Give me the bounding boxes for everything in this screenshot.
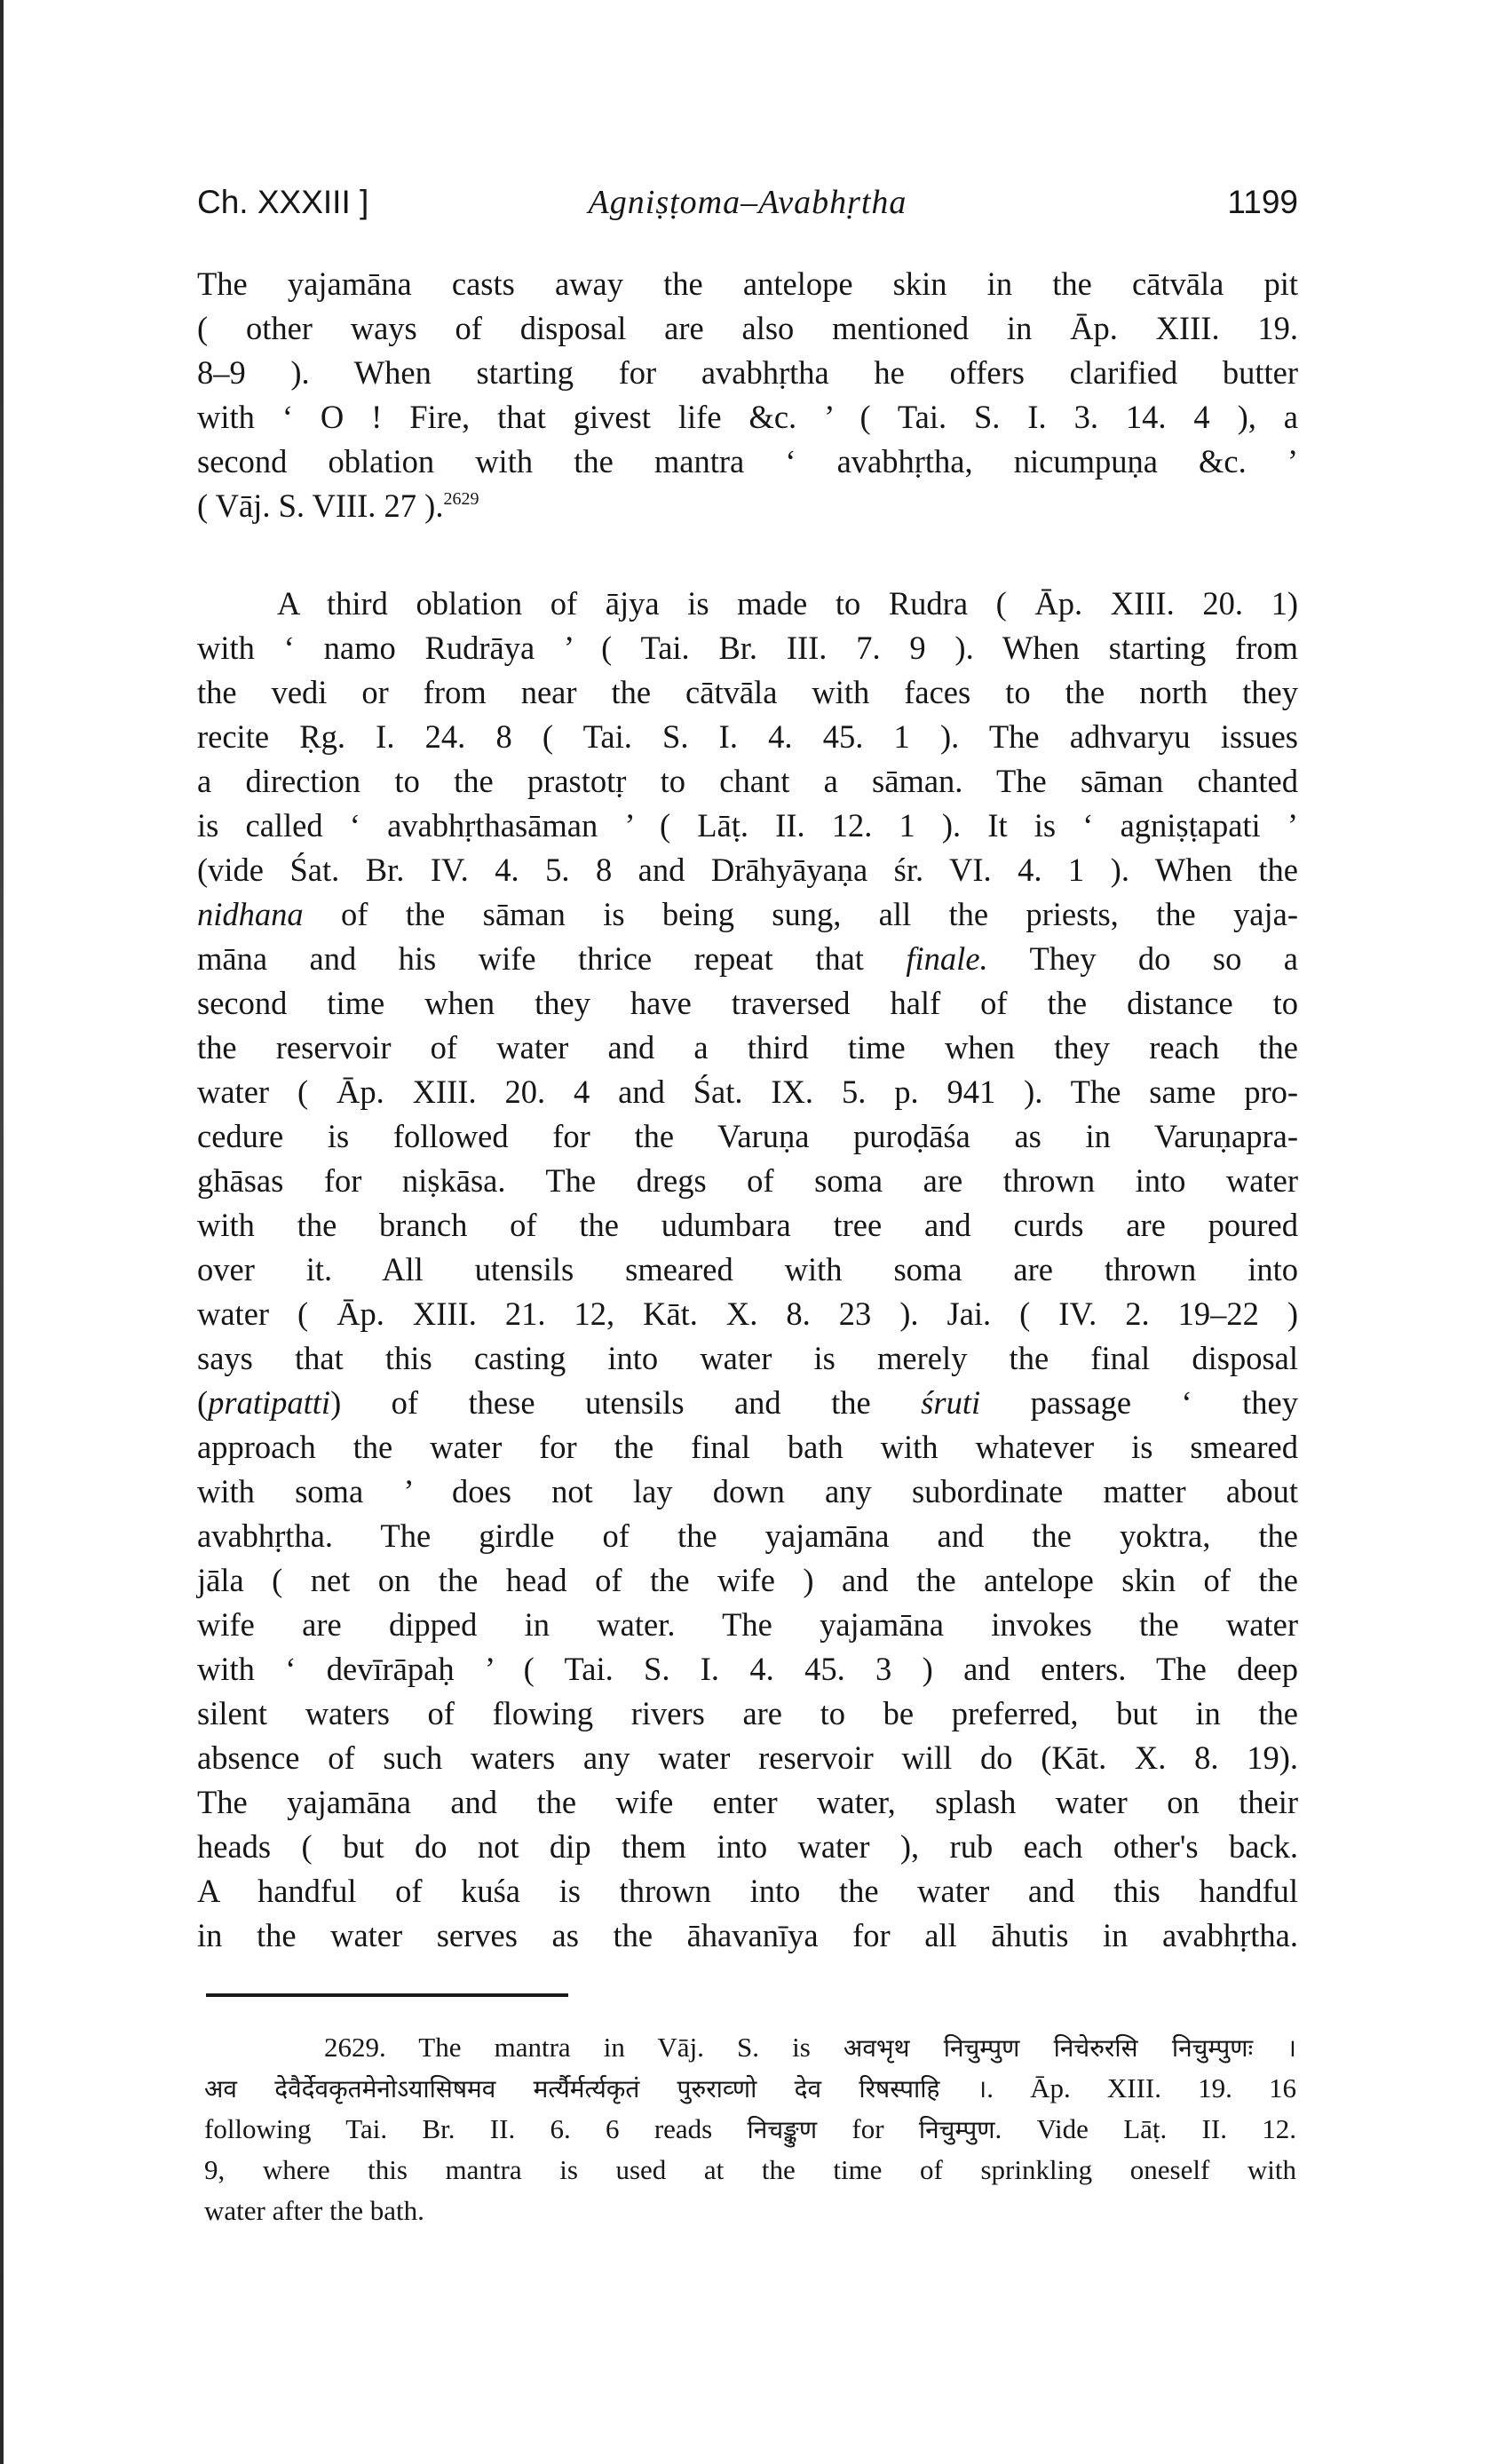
- text-line: approach the water for the final bath with whatever is smeared: [197, 1429, 1298, 1465]
- text-line: The yajamāna casts away the antelope skin in the cātvāla pit: [197, 265, 1298, 302]
- text-fragment: following Tai. Br. II. 6. 6 reads: [204, 2113, 748, 2144]
- paragraph-2: [197, 582, 1298, 1958]
- text-line: the vedi or from near the cātvāla with faces to the north they: [197, 674, 1298, 710]
- text-fragment: ( Vāj. S. VIII. 27 ).: [197, 487, 444, 524]
- text-line: water ( Āp. XIII. 20. 4 and Śat. IX. 5. p. 941 ). The same pro-: [197, 1074, 1298, 1110]
- text-fragment: for: [817, 2113, 919, 2144]
- text-fragment: māna and his wife thrice repeat that: [197, 940, 907, 977]
- text-line: with ‘ devīrāpaḥ ’ ( Tai. S. I. 4. 45. 3 ) and enters. The deep: [197, 1651, 1298, 1687]
- italic-term: finale.: [906, 940, 988, 977]
- footnote-number: 2629.: [324, 2032, 386, 2063]
- text-line: 8–9 ). When starting for avabhṛtha he offers clarified butter: [197, 354, 1298, 391]
- text-line: avabhṛtha. The girdle of the yajamāna and the yoktra, the: [197, 1517, 1298, 1554]
- devanagari-text: निचङ्कुण: [747, 2115, 818, 2144]
- footnote-divider: [206, 1993, 568, 1997]
- text-line: over it. All utensils smeared with soma are thrown into: [197, 1251, 1298, 1287]
- running-head: [197, 176, 1298, 229]
- footnote-line: [204, 2068, 1296, 2109]
- text-line: a direction to the prastotṛ to chant a sāman. The sāman chanted: [197, 763, 1298, 799]
- text-line: water ( Āp. XIII. 21. 12, Kāt. X. 8. 23 ). Jai. ( IV. 2. 19–22 ): [197, 1295, 1298, 1332]
- text-line: says that this casting into water is merely the final disposal: [197, 1340, 1298, 1376]
- text-line: jāla ( net on the head of the wife ) and the antelope skin of the: [197, 1562, 1298, 1598]
- footnote-line: [204, 2109, 1296, 2150]
- text-line: with ‘ O ! Fire, that givest life &c. ’ ( Tai. S. I. 3. 14. 4 ), a: [197, 399, 1298, 435]
- devanagari-text: निचुम्पुण: [918, 2115, 995, 2144]
- chapter-label: Ch. XXXIII ]: [197, 184, 369, 220]
- devanagari-text: अव देवैर्देवकृतमेनोऽयासिषमव मर्त्यैर्मर्त्यकृतं पुरुराव्णो देव रिषस्पाहि ।: [204, 2074, 987, 2104]
- italic-term: śruti: [921, 1384, 981, 1421]
- text-line: A third oblation of ājya is made to Rudra ( Āp. XIII. 20. 1): [277, 585, 1298, 622]
- text-line: second oblation with the mantra ‘ avabhṛtha, nicumpuṇa &c. ’: [197, 443, 1298, 479]
- text-line: [197, 892, 1298, 937]
- text-line: second time when they have traversed half of the distance to: [197, 985, 1298, 1021]
- text-line: [197, 484, 1298, 528]
- text-line: wife are dipped in water. The yajamāna invokes the water: [197, 1606, 1298, 1643]
- text-fragment: . Āp. XIII. 19. 16: [986, 2072, 1296, 2104]
- italic-term: nidhana: [197, 896, 304, 932]
- text-line: The yajamāna and the wife enter water, splash water on their: [197, 1784, 1298, 1820]
- text-line: ( other ways of disposal are also mentioned in Āp. XIII. 19.: [197, 310, 1298, 346]
- text-line: recite Ṛg. I. 24. 8 ( Tai. S. I. 4. 45. 1 ). The adhvaryu issues: [197, 718, 1298, 755]
- text-fragment: The mantra in Vāj. S. is: [385, 2032, 844, 2063]
- text-line: is called ‘ avabhṛthasāman ’ ( Lāṭ. II. 12. 1 ). It is ‘ agniṣṭapati ’: [197, 807, 1298, 844]
- paragraph-1: [197, 262, 1298, 528]
- text-line: silent waters of flowing rivers are to be preferred, but in the: [197, 1695, 1298, 1731]
- italic-term: pratipatti: [208, 1384, 331, 1421]
- text-fragment: ) of these utensils and the: [330, 1384, 922, 1421]
- page-number: 1199: [1227, 184, 1298, 220]
- footnote-2629: [204, 2027, 1296, 2231]
- text-line: [197, 1381, 1298, 1425]
- text-line: [197, 937, 1298, 981]
- text-fragment: . Vide Lāṭ. II. 12.: [994, 2113, 1296, 2144]
- text-line: with soma ’ does not lay down any subordinate matter about: [197, 1473, 1298, 1509]
- text-line: (vide Śat. Br. IV. 4. 5. 8 and Drāhyāyaṇa śr. VI. 4. 1 ). When the: [197, 852, 1298, 888]
- text-line: in the water serves as the āhavanīya for all āhutis in avabhṛtha.: [197, 1917, 1298, 1953]
- text-line: cedure is followed for the Varuṇa puroḍāśa as in Varuṇapra-: [197, 1118, 1298, 1154]
- text-line: with ‘ namo Rudrāya ’ ( Tai. Br. III. 7. 9 ). When starting from: [197, 630, 1298, 666]
- text-fragment: (: [197, 1384, 209, 1421]
- footnote-line: [204, 2027, 1296, 2068]
- text-fragment: of the sāman is being sung, all the priests, the yaja-: [303, 896, 1298, 932]
- scan-edge: [0, 0, 4, 2464]
- text-line: with the branch of the udumbara tree and curds are poured: [197, 1207, 1298, 1243]
- running-title: Agniṣṭoma–Avabhṛtha: [588, 184, 907, 221]
- text-fragment: They do so a: [987, 940, 1298, 977]
- text-line: heads ( but do not dip them into water ), rub each other's back.: [197, 1828, 1298, 1865]
- text-line: A handful of kuśa is thrown into the water and this handful: [197, 1873, 1298, 1909]
- text-line: ghāsas for niṣkāsa. The dregs of soma are thrown into water: [197, 1162, 1298, 1199]
- text-line: absence of such waters any water reservoir will do (Kāt. X. 8. 19).: [197, 1739, 1298, 1776]
- text-fragment: passage ‘ they: [980, 1384, 1298, 1421]
- footnote-line: 9, where this mantra is used at the time of sprinkling oneself with: [204, 2154, 1296, 2185]
- devanagari-text: अवभृथ निचुम्पुण निचेरुरसि निचुम्पुणः ।: [843, 2033, 1296, 2063]
- text-line: the reservoir of water and a third time when they reach the: [197, 1029, 1298, 1066]
- footnote-reference[interactable]: 2629: [443, 489, 479, 509]
- footnote-line: water after the bath.: [204, 2195, 424, 2226]
